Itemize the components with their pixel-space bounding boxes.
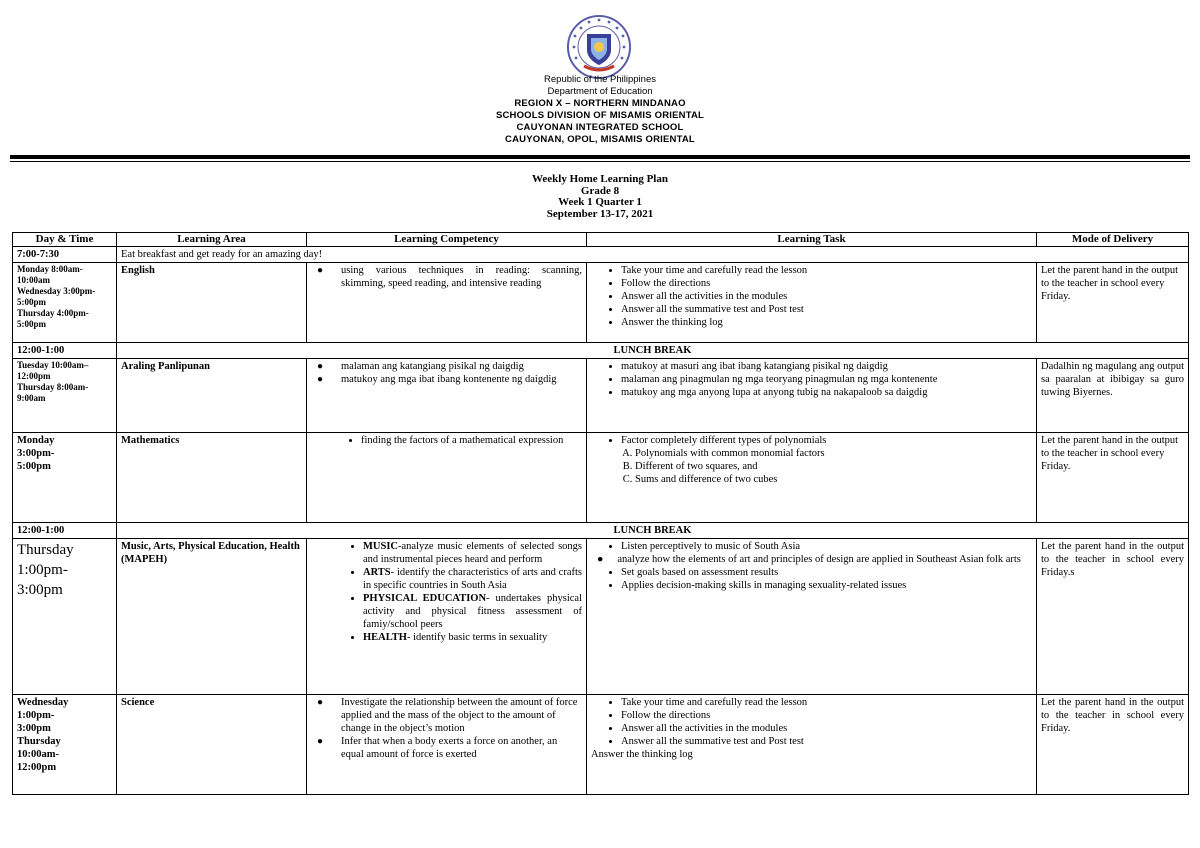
lunch-time: 12:00-1:00: [13, 343, 117, 359]
list-item: • PHYSICAL EDUCATION- undertakes physical activity and physical fitness assessment of famiy/school peers: [363, 592, 582, 631]
list-item: ● analyze how the elements of art and principles of design are applied in Southeast Asian folk arts: [597, 554, 1021, 565]
division-line: SCHOOLS DIVISION OF MISAMIS ORIENTAL: [495, 110, 705, 121]
plan-week: Week 1 Quarter 1: [558, 196, 642, 208]
ap-day-time: Tuesday 10:00am–12:00pm Thursday 8:00am-9:00am: [13, 359, 117, 433]
math-day-time: Monday 3:00pm- 5:00pm: [13, 433, 117, 523]
list-item: • Take your time and carefully read the lesson: [621, 264, 1032, 277]
list-item: • Answer all the activities in the modules: [621, 722, 1032, 735]
list-item: • ARTS- identify the characteristics of arts and crafts in specific countries in South Asia: [363, 566, 582, 592]
header-rule-thin: [10, 161, 1190, 162]
intro-time: 7:00-7:30: [13, 247, 117, 263]
header-rule: [10, 155, 1190, 159]
table-row: [13, 263, 1189, 343]
learning-plan-table: [12, 232, 1189, 795]
letterhead: [0, 74, 1200, 146]
list-item: • Set goals based on assessment results: [621, 566, 1032, 579]
table-row: [13, 343, 1189, 359]
plan-title: Weekly Home Learning Plan: [532, 173, 668, 185]
table-row: [13, 523, 1189, 539]
list-item: • Factor completely different types of polynomials: [621, 434, 1032, 447]
address-line: CAUYONAN, OPOL, MISAMIS ORIENTAL: [505, 134, 695, 145]
plan-grade: Grade 8: [580, 184, 620, 197]
list-item: • finding the factors of a mathematical expression: [361, 434, 582, 447]
science-area: Science: [117, 695, 307, 795]
list-item: A. Polynomials with common monomial factors: [635, 447, 1032, 460]
list-item: • Answer all the summative test and Post test: [621, 303, 1032, 316]
mapeh-area: Music, Arts, Physical Education, Health (MAPEH): [117, 539, 307, 695]
list-item: • Applies decision-making skills in managing sexuality-related issues: [621, 579, 1032, 592]
intro-text: Eat breakfast and get ready for an amazing day!: [117, 247, 1189, 263]
republic-line: Republic of the Philippines: [544, 74, 656, 85]
region-line: REGION X – NORTHERN MINDANAO: [514, 98, 686, 109]
list-item: • HEALTH- identify basic terms in sexuality: [363, 631, 582, 644]
english-mode: Let the parent hand in the output to the teacher in school every Friday.: [1037, 263, 1189, 343]
list-item: • MUSIC-analyze music elements of selected songs and instrumental pieces heard and perform: [363, 540, 582, 566]
mapeh-competency: [307, 539, 587, 695]
department-line: Department of Education: [547, 86, 653, 97]
list-item: • Answer the thinking log: [621, 316, 1032, 329]
col-mode-of-delivery: Mode of Delivery: [1037, 233, 1189, 247]
col-learning-area: Learning Area: [117, 233, 307, 247]
table-row: [13, 359, 1189, 433]
deped-seal: [566, 14, 632, 80]
col-learning-task: Learning Task: [587, 233, 1037, 247]
lunch-label: LUNCH BREAK: [117, 343, 1189, 359]
school-line: CAUYONAN INTEGRATED SCHOOL: [516, 122, 684, 133]
table-row: [13, 539, 1189, 695]
lunch-time-2: 12:00-1:00: [13, 523, 117, 539]
science-competency: [307, 695, 587, 795]
english-tasks: [587, 263, 1037, 343]
col-learning-competency: Learning Competency: [307, 233, 587, 247]
plan-dates: September 13-17, 2021: [546, 207, 654, 220]
ap-competency: [307, 359, 587, 433]
math-area: Mathematics: [117, 433, 307, 523]
col-day-time: Day & Time: [13, 233, 117, 247]
list-item: • Follow the directions: [621, 277, 1032, 290]
list-item: • matukoy ang mga anyong lupa at anyong tubig na nakapaloob sa daigdig: [621, 386, 1032, 399]
science-mode: Let the parent hand in the output to the teacher in school every Friday.: [1037, 695, 1189, 795]
list-item: • malaman ang pinagmulan ng mga teoryang pinagmulan ng mga kontenente: [621, 373, 1032, 386]
science-tasks: [587, 695, 1037, 795]
list-item: • Listen perceptively to music of South Asia: [621, 540, 1032, 553]
english-competency: [307, 263, 587, 343]
plan-title-block: [0, 174, 1200, 220]
list-item: B. Different of two squares, and: [635, 460, 1032, 473]
mapeh-day-time: Thursday 1:00pm- 3:00pm: [13, 539, 117, 695]
table-row: [13, 247, 1189, 263]
table-header-row: [13, 233, 1189, 247]
mapeh-mode: Let the parent hand in the output to the teacher in school every Friday.s: [1037, 539, 1189, 695]
list-item: • Answer all the activities in the modules: [621, 290, 1032, 303]
math-competency: [307, 433, 587, 523]
mapeh-tasks: [587, 539, 1037, 695]
list-item: ● Investigate the relationship between the amount of force applied and the mass of the object to the amount of change in the object’s motion: [317, 696, 582, 735]
ap-area: Araling Panlipunan: [117, 359, 307, 433]
list-item: Answer the thinking log: [591, 749, 693, 760]
list-item: • Answer all the summative test and Post test: [621, 735, 1032, 748]
ap-mode: Dadalhin ng magulang ang output sa paaralan at ibibigay sa guro tuwing Biyernes.: [1037, 359, 1189, 433]
lunch-label-2: LUNCH BREAK: [117, 523, 1189, 539]
list-item: • Take your time and carefully read the lesson: [621, 696, 1032, 709]
english-area: English: [117, 263, 307, 343]
list-item: C. Sums and difference of two cubes: [635, 473, 1032, 486]
list-item: • Follow the directions: [621, 709, 1032, 722]
ap-tasks: [587, 359, 1037, 433]
list-item: ● using various techniques in reading: scanning, skimming, speed reading, and intensive reading: [317, 264, 582, 290]
math-tasks: [587, 433, 1037, 523]
list-item: ● matukoy ang mga ibat ibang kontenente ng daigdig: [317, 373, 582, 386]
table-row: [13, 433, 1189, 523]
science-day-time: Wednesday 1:00pm- 3:00pm Thursday 10:00am- 12:00pm: [13, 695, 117, 795]
list-item: ● malaman ang katangiang pisikal ng daigdig: [317, 360, 582, 373]
english-day-time: Monday 8:00am-10:00am Wednesday 3:00pm-5:00pm Thursday 4:00pm-5:00pm: [13, 263, 117, 343]
list-item: • matukoy at masuri ang ibat ibang katangiang pisikal ng daigdig: [621, 360, 1032, 373]
table-row: [13, 695, 1189, 795]
math-mode: Let the parent hand in the output to the teacher in school every Friday.: [1037, 433, 1189, 523]
list-item: ● Infer that when a body exerts a force on another, an equal amount of force is exerted: [317, 735, 582, 761]
